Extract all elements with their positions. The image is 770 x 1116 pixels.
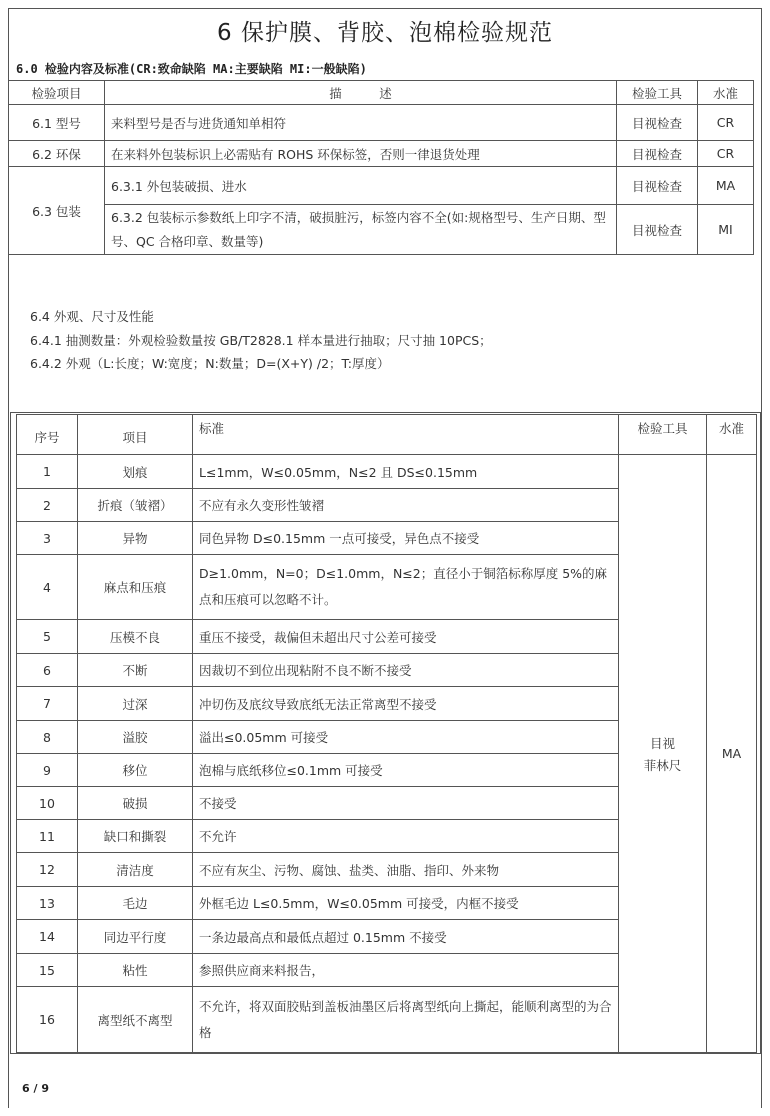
row-item: 粘性 [78, 954, 193, 987]
row-no: 2 [17, 489, 78, 522]
row-item: 毛边 [78, 887, 193, 920]
page-number: 6 / 9 [22, 1082, 49, 1095]
row-item: 过深 [78, 687, 193, 721]
row-no: 12 [17, 853, 78, 887]
row-no: 1 [17, 455, 78, 489]
tool-line-1: 目视 [649, 735, 675, 751]
row-std: 不应有灰尘、污物、腐蚀、盐类、油脂、指印、外来物 [193, 853, 619, 887]
row-std: 参照供应商来料报告， [193, 954, 619, 987]
row-desc: 6.3.2 包装标示参数纸上印字不清，破损脏污，标签内容不全(如:规格型号、生产日期、型号、QC 合格印章、数量等) [105, 205, 617, 255]
row-tool: 目视检查 [617, 167, 698, 205]
row-no: 14 [17, 920, 78, 954]
row-no: 7 [17, 687, 78, 721]
table-row [17, 455, 757, 489]
section-subtitle: 6.0 检验内容及标准(CR:致命缺陷 MA:主要缺陷 MI:一般缺陷) [16, 62, 367, 76]
table-row [9, 105, 754, 141]
row-no: 5 [17, 620, 78, 654]
row-std: 泡棉与底纸移位≤0.1mm 可接受 [193, 754, 619, 787]
appearance-note: 6.4.2 外观（L:长度；W:宽度；N:数量；D=(X+Y) /2；T:厚度） [30, 356, 390, 371]
row-level: CR [698, 105, 754, 141]
row-std: 冲切伤及底纹导致底纸无法正常离型不接受 [193, 687, 619, 721]
row-no: 4 [17, 555, 78, 620]
row-std: 不允许 [193, 820, 619, 853]
row-no: 3 [17, 522, 78, 555]
row-std: 同色异物 D≤0.15mm 一点可接受，异色点不接受 [193, 522, 619, 555]
tool-cell [619, 455, 707, 1053]
row-item: 6.1 型号 [9, 105, 105, 141]
row-item: 清洁度 [78, 853, 193, 887]
row-no: 11 [17, 820, 78, 853]
row-tool: 目视检查 [617, 105, 698, 141]
row-item: 折痕（皱褶） [78, 489, 193, 522]
level-cell: MA [707, 455, 757, 1053]
row-desc: 6.3.1 外包装破损、进水 [105, 167, 617, 205]
header-item: 项目 [78, 415, 193, 455]
section-heading: 6.4 外观、尺寸及性能 [30, 309, 154, 324]
row-no: 6 [17, 654, 78, 687]
header-tool: 检验工具 [619, 415, 707, 455]
appearance-table [16, 414, 757, 1053]
table-row [9, 141, 754, 167]
inspection-table [8, 80, 754, 255]
sampling-note: 6.4.1 抽测数量：外观检验数量按 GB/T2828.1 样本量进行抽取；尺寸抽 10PCS； [30, 333, 492, 348]
row-item: 移位 [78, 754, 193, 787]
row-std: 重压不接受，裁偏但未超出尺寸公差可接受 [193, 620, 619, 654]
row-item: 缺口和撕裂 [78, 820, 193, 853]
row-std: 不应有永久变形性皱褶 [193, 489, 619, 522]
table-header [9, 81, 754, 105]
row-level: MA [698, 167, 754, 205]
header-level: 水准 [698, 81, 754, 105]
row-tool: 目视检查 [617, 205, 698, 255]
row-level: MI [698, 205, 754, 255]
table-row [9, 167, 754, 205]
row-item: 破损 [78, 787, 193, 820]
row-std: L≤1mm，W≤0.05mm，N≤2 且 DS≤0.15mm [193, 455, 619, 489]
header-item: 检验项目 [9, 81, 105, 105]
row-item: 压模不良 [78, 620, 193, 654]
row-no: 13 [17, 887, 78, 920]
row-std: 不允许，将双面胶贴到盖板油墨区后将离型纸向上撕起，能顺利离型的为合格 [193, 987, 619, 1053]
tool-line-2: 菲林尺 [643, 757, 682, 773]
row-item: 同边平行度 [78, 920, 193, 954]
row-no: 8 [17, 721, 78, 754]
row-no: 9 [17, 754, 78, 787]
row-std: 溢出≤0.05mm 可接受 [193, 721, 619, 754]
page-title: 6 保护膜、背胶、泡棉检验规范 [217, 20, 553, 46]
row-tool: 目视检查 [617, 141, 698, 167]
row-item: 溢胶 [78, 721, 193, 754]
header-tool: 检验工具 [617, 81, 698, 105]
row-std: 外框毛边 L≤0.5mm，W≤0.05mm 可接受，内框不接受 [193, 887, 619, 920]
row-item: 6.3 包装 [9, 167, 105, 255]
row-no: 16 [17, 987, 78, 1053]
row-std: 一条边最高点和最低点超过 0.15mm 不接受 [193, 920, 619, 954]
row-no: 15 [17, 954, 78, 987]
row-item: 6.2 环保 [9, 141, 105, 167]
header-level: 水准 [707, 415, 757, 455]
table-row [9, 205, 754, 255]
row-std: 不接受 [193, 787, 619, 820]
table-header [17, 415, 757, 455]
row-item: 异物 [78, 522, 193, 555]
row-desc: 来料型号是否与进货通知单相符 [105, 105, 617, 141]
row-std: 因裁切不到位出现粘附不良不断不接受 [193, 654, 619, 687]
row-desc: 在来料外包装标识上必需贴有 ROHS 环保标签，否则一律退货处理 [105, 141, 617, 167]
row-no: 10 [17, 787, 78, 820]
header-desc: 描 述 [105, 81, 617, 105]
header-no: 序号 [17, 415, 78, 455]
row-item: 不断 [78, 654, 193, 687]
row-item: 离型纸不离型 [78, 987, 193, 1053]
row-item: 划痕 [78, 455, 193, 489]
row-item: 麻点和压痕 [78, 555, 193, 620]
header-std: 标准 [193, 415, 619, 455]
row-std: D≥1.0mm，N=0；D≤1.0mm，N≤2；直径小于铜箔标称厚度 5%的麻点和压痕可以忽略不计。 [193, 555, 619, 620]
row-level: CR [698, 141, 754, 167]
